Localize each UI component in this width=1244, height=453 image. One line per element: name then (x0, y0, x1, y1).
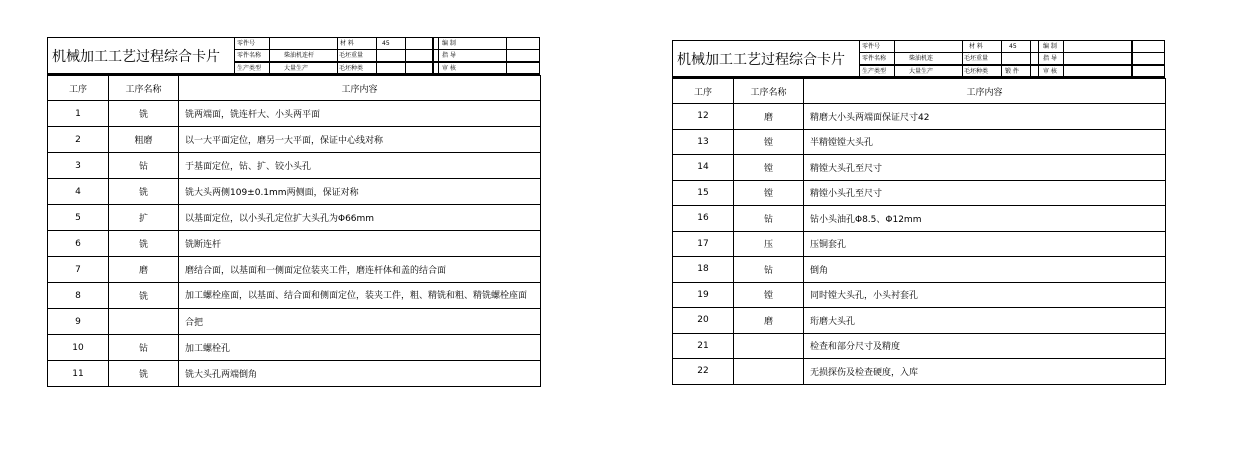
step-no: 3 (48, 153, 109, 179)
step-no: 11 (48, 361, 109, 387)
step-content: 铣断连杆 (179, 231, 541, 257)
table-row (673, 155, 1166, 181)
col-header-no: 工序 (673, 79, 734, 104)
step-no: 5 (48, 205, 109, 231)
part-name-label: 零件名称 (862, 55, 887, 62)
step-content: 精镗小头孔至尺寸 (804, 180, 1166, 206)
material-value: 45 (382, 40, 390, 47)
production-type-label: 生产类型 (862, 68, 887, 75)
step-content: 精镗大头孔至尺寸 (804, 155, 1166, 181)
col-header-content: 工序内容 (179, 76, 541, 101)
step-no: 15 (673, 180, 734, 206)
step-name: 钻 (109, 335, 179, 361)
step-name: 铣 (109, 283, 179, 309)
material-value: 45 (1009, 43, 1017, 50)
step-content: 无损探伤及检查硬度，入库 (804, 359, 1166, 385)
step-content: 加工螺栓孔 (179, 335, 541, 361)
step-name: 镗 (734, 155, 804, 181)
step-no: 17 (673, 231, 734, 257)
step-no: 19 (673, 282, 734, 308)
compile-label: 编 制 (1043, 43, 1057, 50)
table-row (48, 283, 541, 309)
blank-weight-label: 毛坯重量 (964, 55, 989, 62)
table-row (48, 127, 541, 153)
card-title: 机械加工工艺过程综合卡片 (677, 51, 845, 68)
guide-label: 指 导 (442, 52, 456, 59)
step-name: 镗 (734, 129, 804, 155)
table-row (673, 333, 1166, 359)
step-no: 21 (673, 333, 734, 359)
step-no: 9 (48, 309, 109, 335)
step-name: 钻 (734, 257, 804, 283)
part-no-label: 零件号 (237, 40, 256, 47)
table-row (48, 179, 541, 205)
process-card-1 (47, 37, 540, 387)
production-type-label: 生产类型 (237, 65, 262, 72)
col-header-name: 工序名称 (734, 79, 804, 104)
part-name-value: 柴油机连杆 (284, 52, 315, 59)
step-content: 铣大头孔两端倒角 (179, 361, 541, 387)
table-row (48, 205, 541, 231)
step-content: 以基面定位，以小头孔定位扩大头孔为Φ66mm (179, 205, 541, 231)
table-row (48, 153, 541, 179)
step-content: 倒角 (804, 257, 1166, 283)
step-content: 于基面定位，钻、扩、铰小头孔 (179, 153, 541, 179)
blank-type-label: 毛坯种类 (339, 65, 364, 72)
step-no: 13 (673, 129, 734, 155)
card-header (47, 37, 540, 75)
part-no-label: 零件号 (862, 43, 881, 50)
step-name: 粗磨 (109, 127, 179, 153)
blank-type-label: 毛坯种类 (964, 68, 989, 75)
step-no: 2 (48, 127, 109, 153)
step-name: 铣 (109, 179, 179, 205)
step-no: 4 (48, 179, 109, 205)
table-row (673, 180, 1166, 206)
step-no: 16 (673, 206, 734, 232)
step-name: 磨 (734, 308, 804, 334)
col-header-name: 工序名称 (109, 76, 179, 101)
step-no: 14 (673, 155, 734, 181)
step-content: 检查和部分尺寸及精度 (804, 333, 1166, 359)
review-label: 审 核 (442, 65, 456, 72)
step-name: 磨 (109, 257, 179, 283)
table-row (48, 309, 541, 335)
step-name (109, 309, 179, 335)
step-name: 钻 (109, 153, 179, 179)
table-row (673, 308, 1166, 334)
process-card-2 (672, 40, 1165, 385)
table-header-row (673, 79, 1166, 104)
step-content: 铣两端面，铣连杆大、小头两平面 (179, 101, 541, 127)
step-no: 8 (48, 283, 109, 309)
step-content: 加工螺栓座面，以基面、结合面和侧面定位，装夹工件，粗、精铣和粗、精铣螺栓座面 (179, 283, 541, 309)
process-table (47, 75, 541, 387)
step-name: 压 (734, 231, 804, 257)
step-name: 钻 (734, 206, 804, 232)
material-label: 材 料 (969, 43, 983, 50)
step-no: 18 (673, 257, 734, 283)
step-content: 半精镗镗大头孔 (804, 129, 1166, 155)
step-name: 铣 (109, 231, 179, 257)
compile-label: 编 制 (442, 40, 456, 47)
step-content: 压铜套孔 (804, 231, 1166, 257)
col-header-no: 工序 (48, 76, 109, 101)
table-row (48, 361, 541, 387)
step-no: 7 (48, 257, 109, 283)
step-content: 磨结合面，以基面和一侧面定位装夹工件，磨连杆体和盖的结合面 (179, 257, 541, 283)
step-content: 同时镗大头孔，小头衬套孔 (804, 282, 1166, 308)
step-name: 铣 (109, 361, 179, 387)
card-title: 机械加工工艺过程综合卡片 (52, 48, 220, 65)
table-header-row (48, 76, 541, 101)
blank-weight-label: 毛坯重量 (339, 52, 364, 59)
table-row (673, 257, 1166, 283)
step-no: 10 (48, 335, 109, 361)
blank-type-value: 锻 件 (1005, 68, 1019, 75)
table-row (673, 129, 1166, 155)
col-header-content: 工序内容 (804, 79, 1166, 104)
step-no: 12 (673, 104, 734, 130)
step-content: 以一大平面定位，磨另一大平面，保证中心线对称 (179, 127, 541, 153)
part-name-label: 零件名称 (237, 52, 262, 59)
step-no: 22 (673, 359, 734, 385)
step-name (734, 359, 804, 385)
step-name (734, 333, 804, 359)
step-content: 合把 (179, 309, 541, 335)
guide-label: 指 导 (1043, 55, 1057, 62)
step-name: 铣 (109, 101, 179, 127)
table-row (673, 359, 1166, 385)
part-name-value: 柴油机连 (909, 55, 934, 62)
table-row (48, 231, 541, 257)
step-no: 20 (673, 308, 734, 334)
step-content: 精磨大小头两端面保证尺寸42 (804, 104, 1166, 130)
step-name: 镗 (734, 180, 804, 206)
step-content: 珩磨大头孔 (804, 308, 1166, 334)
table-row (48, 101, 541, 127)
table-row (673, 282, 1166, 308)
table-row (673, 206, 1166, 232)
step-no: 6 (48, 231, 109, 257)
material-label: 材 料 (340, 40, 354, 47)
table-row (673, 104, 1166, 130)
table-row (48, 335, 541, 361)
step-name: 扩 (109, 205, 179, 231)
card-header (672, 40, 1165, 78)
step-content: 钻小头油孔Φ8.5、Φ12mm (804, 206, 1166, 232)
production-type-value: 大量生产 (909, 68, 934, 75)
process-table (672, 78, 1166, 385)
table-row (673, 231, 1166, 257)
step-name: 镗 (734, 282, 804, 308)
review-label: 审 核 (1043, 68, 1057, 75)
production-type-value: 大量生产 (284, 65, 309, 72)
step-content: 铣大头两侧109±0.1mm两侧面，保证对称 (179, 179, 541, 205)
step-no: 1 (48, 101, 109, 127)
table-row (48, 257, 541, 283)
step-name: 磨 (734, 104, 804, 130)
